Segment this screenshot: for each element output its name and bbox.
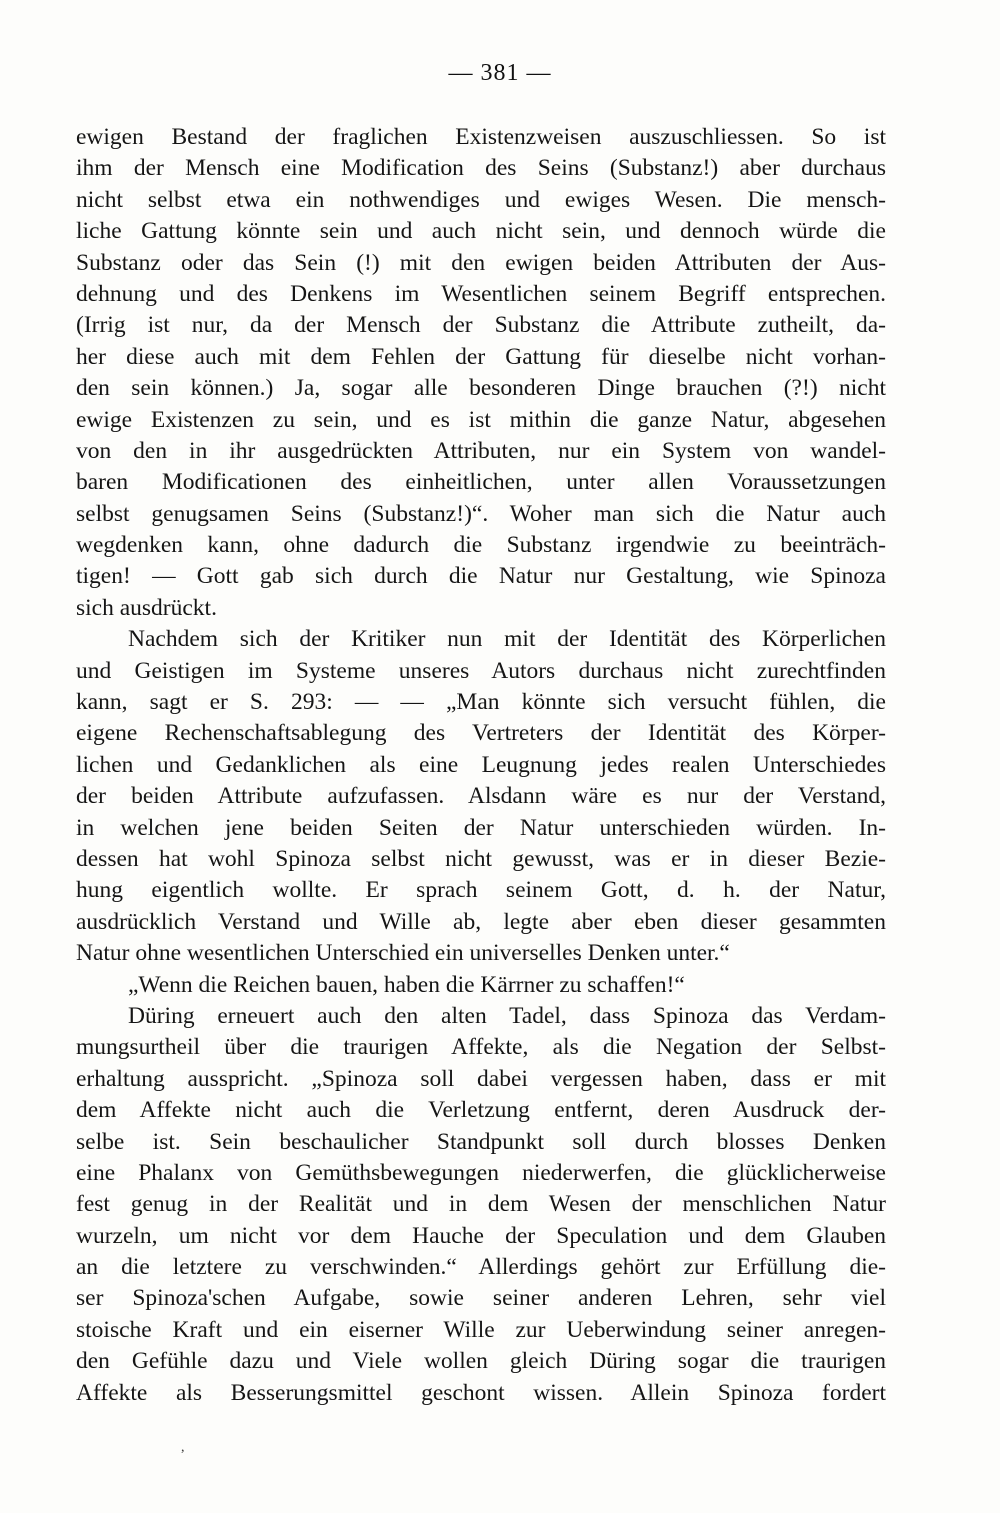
text-line: an die letztere zu verschwinden.“ Allerdings gehört zur Erfüllung die- <box>76 1254 886 1281</box>
text-line: ausdrücklich Verstand und Wille ab, legte aber eben dieser gesammten <box>76 908 886 935</box>
text-line: hung eigentlich wollte. Er sprach seinem Gott, d. h. der Natur, <box>76 877 886 904</box>
text-line: lichen und Gedanklichen als eine Leugnung jedes realen Unterschiedes <box>76 751 886 778</box>
text-line: wurzeln, um nicht vor dem Hauche der Speculation und dem Glauben <box>76 1222 886 1249</box>
stray-mark: , <box>181 1440 185 1455</box>
text-line: fest genug in der Realität und in dem Wesen der menschlichen Natur <box>76 1191 886 1218</box>
text-line: erhaltung ausspricht. „Spinoza soll dabei vergessen haben, dass er mit <box>76 1065 886 1092</box>
text-line: liche Gattung könnte sein und auch nicht sein, und dennoch würde die <box>76 218 886 245</box>
text-line: den sein können.) Ja, sogar alle besonderen Dinge brauchen (?!) nicht <box>76 375 886 402</box>
text-line: ihm der Mensch eine Modification des Seins (Substanz!) aber durchaus <box>76 155 886 182</box>
text-line: mungsurtheil über die traurigen Affekte, als die Negation der Selbst- <box>76 1034 886 1061</box>
text-line: sich ausdrückt. <box>76 594 217 621</box>
page-number: — 381 — <box>448 60 552 86</box>
text-line: Nachdem sich der Kritiker nun mit der Identität des Körperlichen <box>128 626 886 653</box>
text-line: baren Modificationen des einheitlichen, unter allen Voraussetzungen <box>76 469 886 496</box>
text-line: Natur ohne wesentlichen Unterschied ein universelles Denken unter.“ <box>76 940 730 967</box>
text-line: von den in ihr ausgedrückten Attributen, nur ein System von wandel- <box>76 437 886 464</box>
text-line: den Gefühle dazu und Viele wollen gleich Düring sogar die traurigen <box>76 1348 886 1375</box>
text-line: ewigen Bestand der fraglichen Existenzweisen auszuschliessen. So ist <box>76 124 886 150</box>
text-line: tigen! — Gott gab sich durch die Natur nur Gestaltung, wie Spinoza <box>76 563 886 590</box>
text-line: wegdenken kann, ohne dadurch die Substanz irgendwie zu beeinträch- <box>76 532 886 559</box>
text-line: nicht selbst etwa ein nothwendiges und ewiges Wesen. Die mensch- <box>76 186 886 213</box>
text-line: „Wenn die Reichen bauen, haben die Kärrner zu schaffen!“ <box>128 971 685 998</box>
text-line: eigene Rechenschaftsablegung des Vertreters der Identität des Körper- <box>76 720 886 747</box>
text-line: her diese auch mit dem Fehlen der Gattung für dieselbe nicht vorhan- <box>76 343 886 370</box>
text-line: eine Phalanx von Gemüthsbewegungen niederwerfen, die glücklicherweise <box>76 1159 886 1186</box>
text-line: selbe ist. Sein beschaulicher Standpunkt soll durch blosses Denken <box>76 1128 886 1155</box>
text-line: dessen hat wohl Spinoza selbst nicht gewusst, was er in dieser Bezie- <box>76 845 886 872</box>
text-line: ser Spinoza'schen Aufgabe, sowie seiner anderen Lehren, sehr viel <box>76 1285 886 1312</box>
text-line: dem Affekte nicht auch die Verletzung entfernt, deren Ausdruck der- <box>76 1097 886 1124</box>
text-line: stoische Kraft und ein eiserner Wille zur Ueberwindung seiner anregen- <box>76 1316 886 1343</box>
text-line: in welchen jene beiden Seiten der Natur unterschieden würden. In- <box>76 814 886 841</box>
text-line: dehnung und des Denkens im Wesentlichen seinem Begriff entsprechen. <box>76 280 886 307</box>
text-line: Düring erneuert auch den alten Tadel, dass Spinoza das Verdam- <box>128 1002 886 1029</box>
body-text <box>76 122 886 1409</box>
text-line: Affekte als Besserungsmittel geschont wissen. Allein Spinoza fordert <box>76 1379 886 1406</box>
text-line: der beiden Attribute aufzufassen. Alsdann wäre es nur der Verstand, <box>76 783 886 810</box>
text-line: (Irrig ist nur, da der Mensch der Substanz die Attribute zutheilt, da- <box>76 312 886 339</box>
text-line: kann, sagt er S. 293: — — „Man könnte sich versucht fühlen, die <box>76 689 886 716</box>
text-line: und Geistigen im Systeme unseres Autors durchaus nicht zurechtfinden <box>76 657 886 684</box>
text-line: selbst genugsamen Seins (Substanz!)“. Woher man sich die Natur auch <box>76 500 886 527</box>
text-line: ewige Existenzen zu sein, und es ist mithin die ganze Natur, abgesehen <box>76 406 886 433</box>
text-line: Substanz oder das Sein (!) mit den ewigen beiden Attributen der Aus- <box>76 249 886 276</box>
